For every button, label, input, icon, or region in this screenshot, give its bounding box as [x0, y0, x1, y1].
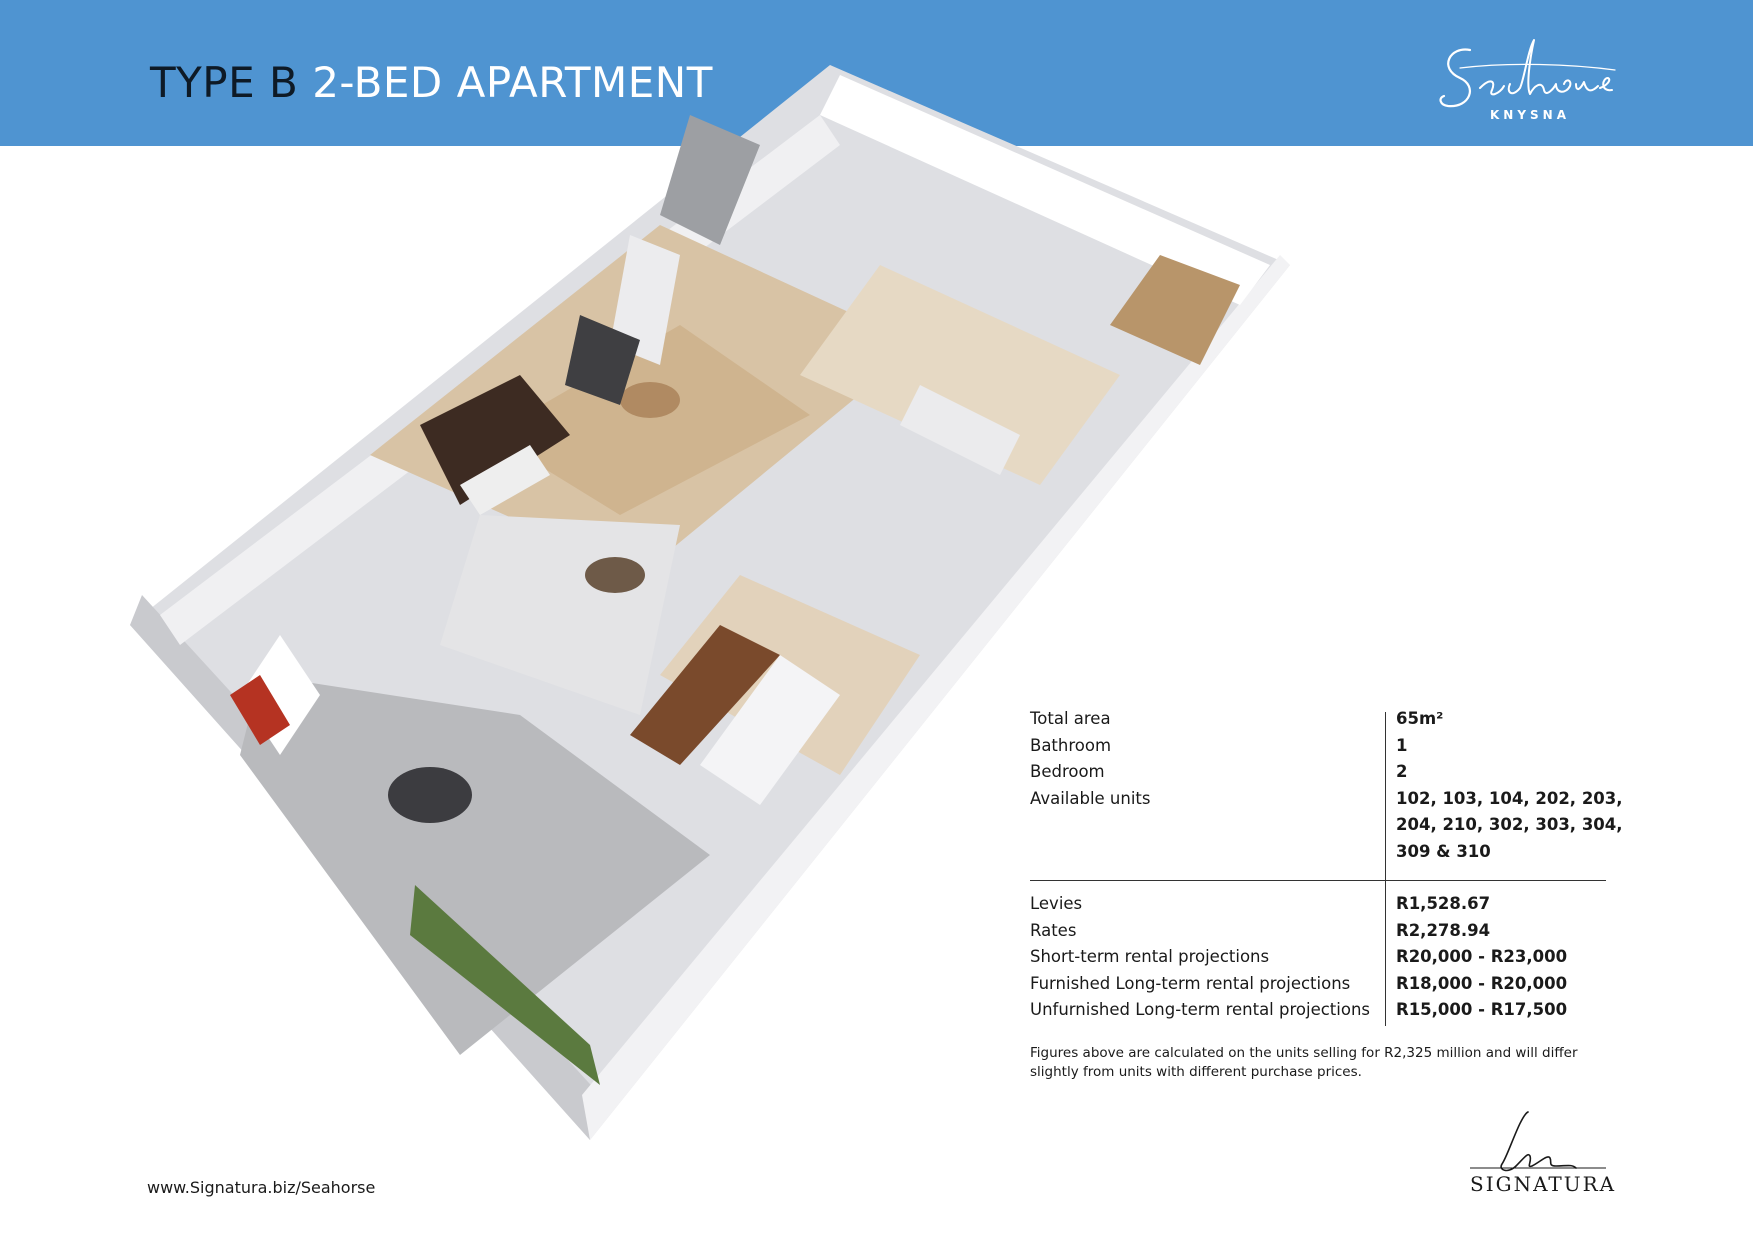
- title-apartment: 2-BED APARTMENT: [298, 58, 713, 107]
- spec-value: R1,528.67: [1396, 894, 1491, 913]
- website-link[interactable]: www.Signatura.biz/Seahorse: [147, 1178, 376, 1197]
- spec-value: R20,000 - R23,000: [1396, 947, 1568, 966]
- spec-value: 102, 103, 104, 202, 203,: [1396, 788, 1623, 808]
- specs-table: [1030, 706, 1623, 1024]
- specs-group-property: [1030, 706, 1623, 865]
- logo-subtitle: KNYSNA: [1490, 108, 1571, 122]
- spec-row: [1030, 759, 1606, 786]
- spec-label: Bathroom: [1030, 735, 1112, 755]
- spec-label: Available units: [1030, 788, 1151, 808]
- spec-value: 204, 210, 302, 303, 304,: [1396, 815, 1623, 834]
- spec-row: [1030, 918, 1606, 945]
- spec-row: [1030, 786, 1623, 813]
- spec-value: 65m²: [1396, 709, 1444, 728]
- spec-label: Bedroom: [1030, 762, 1105, 781]
- spec-row: [1030, 839, 1606, 866]
- specs-group-costs: [1030, 891, 1606, 1024]
- spec-row: [1030, 997, 1606, 1024]
- spec-value: R2,278.94: [1396, 920, 1491, 940]
- spec-row: [1030, 706, 1606, 733]
- spec-value: R15,000 - R17,500: [1396, 1000, 1568, 1019]
- spec-value: 309 & 310: [1396, 841, 1491, 861]
- spec-value: 2: [1396, 762, 1408, 781]
- spec-row: [1030, 944, 1606, 971]
- spec-label: Rates: [1030, 920, 1077, 940]
- spec-row: [1030, 812, 1623, 839]
- spec-label: Levies: [1030, 894, 1083, 913]
- spec-label: Total area: [1030, 709, 1111, 728]
- specs-divider-horizontal: [1030, 880, 1606, 881]
- spec-label: Short-term rental projections: [1030, 947, 1270, 966]
- spec-value: 1: [1396, 735, 1408, 755]
- title-type: TYPE B: [150, 58, 299, 107]
- price-disclaimer: Figures above are calculated on the units selling for R2,325 million and will differ slightly from units with different purchase prices.: [1030, 1045, 1578, 1080]
- spec-label: Furnished Long-term rental projections: [1030, 973, 1351, 993]
- brand-wordmark: SIGNATURA: [1470, 1172, 1617, 1196]
- spec-row: [1030, 971, 1606, 998]
- spec-row: [1030, 733, 1606, 760]
- spec-value: R18,000 - R20,000: [1396, 973, 1568, 993]
- spec-label: Unfurnished Long-term rental projections: [1030, 1000, 1371, 1019]
- spec-row: [1030, 891, 1606, 918]
